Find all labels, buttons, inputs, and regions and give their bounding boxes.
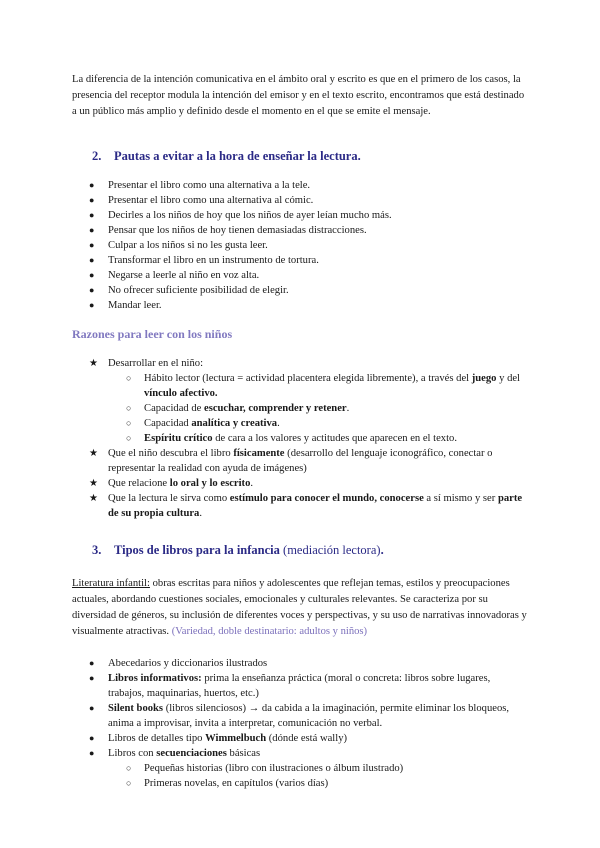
list-item: ● Silent books (libros silenciosos) → da cabida a la imaginación, permite eliminar los bloqueos, anima a improvisar, invita a interpretar, comunicación no verbal. — [89, 703, 510, 729]
list-item: ○ Capacidad analítica y creativa. — [126, 418, 280, 429]
circle-icon: ○ — [126, 763, 132, 773]
list-item: ★ Desarrollar en el niño: ○ Hábito lector (lectura = actividad placentera elegida libremente), a través del juego y del vínculo afectivo. ○ Capacidad de escuchar, comprender y retener. ○ Capacidad analítica y creativa. ○ Espíritu crítico de cara a los valores y actitudes que aparecen en el texto. — [108, 356, 528, 446]
list-item: ● Transformar el libro en un instrumento de tortura. — [89, 255, 319, 266]
tipos-sublist — [108, 761, 528, 791]
bullet-icon: ● — [89, 195, 95, 205]
list-item: ● Decirles a los niños de hoy que los niños de ayer leían mucho más. — [89, 210, 392, 221]
list-item: ● Pensar que los niños de hoy tienen demasiadas distracciones. — [89, 225, 367, 236]
list-item: ● Abecedarios y diccionarios ilustrados — [89, 658, 268, 669]
razones-list — [89, 356, 528, 521]
bullet-icon: ● — [89, 703, 95, 713]
bullet-icon: ● — [89, 270, 95, 280]
razones-sublist — [108, 371, 528, 446]
bullet-icon: ● — [89, 210, 95, 220]
list-item: ○ Pequeñas historias (libro con ilustraciones o álbum ilustrado) — [126, 763, 404, 774]
circle-icon: ○ — [126, 778, 132, 788]
section-2-title: Pautas a evitar a la hora de enseñar la lectura. — [114, 149, 361, 163]
section-2-heading — [92, 148, 361, 164]
bullet-icon: ● — [89, 658, 95, 668]
section-2-number: 2. — [92, 149, 102, 163]
bullet-icon: ● — [89, 225, 95, 235]
list-item: ● Culpar a los niños si no les gusta leer. — [89, 240, 268, 251]
section-3-heading: 3. Tipos de libros para la infancia (mediación lectora). — [92, 543, 384, 557]
list-item: ○ Capacidad de escuchar, comprender y retener. — [126, 403, 350, 414]
circle-icon: ○ — [126, 403, 132, 413]
circle-icon: ○ — [126, 433, 132, 443]
bullet-icon: ● — [89, 180, 95, 190]
circle-icon: ○ — [126, 373, 132, 383]
bullet-icon: ● — [89, 673, 95, 683]
intro-paragraph: La diferencia de la intención comunicativa en el ámbito oral y escrito es que en el primero de los casos, la presencia del receptor modula la intención del emisor y en el texto escrito, encontramos que está destinado a un público más amplio y definido desde el momento en el que se emite el mensaje. — [72, 74, 525, 117]
bullet-icon: ● — [89, 285, 95, 295]
list-item: ○ Espíritu crítico de cara a los valores y actitudes que aparecen en el texto. — [126, 433, 457, 444]
bullet-icon: ● — [89, 748, 95, 758]
list-item: ○ Primeras novelas, en capítulos (varios días) — [126, 778, 329, 789]
list-item: ★ Que el niño descubra el libro físicamente (desarrollo del lenguaje iconográfico, conectar o representar la realidad con ayuda de imágenes) — [89, 448, 493, 474]
bullet-icon: ● — [89, 300, 95, 310]
list-item: ★ Que relacione lo oral y lo escrito. — [89, 478, 254, 489]
star-icon: ★ — [89, 493, 98, 504]
list-item: ● Mandar leer. — [89, 300, 162, 311]
list-item: ● Libros de detalles tipo Wimmelbuch (dónde está wally) — [89, 733, 348, 744]
razones-heading: Razones para leer con los niños — [72, 327, 233, 341]
list-item: ● Presentar el libro como una alternativa a la tele. — [89, 180, 311, 191]
pautas-list — [89, 178, 528, 313]
star-icon: ★ — [89, 358, 98, 369]
star-icon: ★ — [89, 478, 98, 489]
section-3-subtitle: (mediación lectora) — [279, 543, 381, 557]
list-item: ● Negarse a leerle al niño en voz alta. — [89, 270, 260, 281]
list-item: ★ Que la lectura le sirva como estímulo para conocer el mundo, conocerse a sí mismo y ser parte de su propia cultura. — [89, 493, 523, 519]
star-icon: ★ — [89, 448, 98, 459]
section-3-title: Tipos de libros para la infancia — [114, 543, 280, 557]
list-item: ● Libros informativos: prima la enseñanza práctica (moral o concreta: libros sobre lugares, trabajos, maquinarias, huertos, etc.) — [89, 673, 491, 699]
bullet-icon: ● — [89, 733, 95, 743]
bullet-icon: ● — [89, 255, 95, 265]
list-item: ○ Hábito lector (lectura = actividad placentera elegida libremente), a través del juego y del vínculo afectivo. — [126, 373, 521, 399]
literatura-note: (Variedad, doble destinatario: adultos y niños) — [171, 626, 368, 637]
list-item: ● Presentar el libro como una alternativa al cómic. — [89, 195, 314, 206]
literatura-paragraph: Literatura infantil: obras escritas para niños y adolescentes que reflejan temas, estilos y preocupaciones actuales, abordando cuestiones sociales, emocionales y culturales relevantes. Se caracteriza por su diversidad de géneros, su inclusión de diferentes voces y perspectivas, y su uso de narrativas innovadoras y visualmente atractivas. (Variedad, doble destinatario: adultos y niños) — [72, 578, 527, 637]
bullet-icon: ● — [89, 240, 95, 250]
tipos-list — [89, 656, 528, 791]
circle-icon: ○ — [126, 418, 132, 428]
list-item: ● Libros con secuenciaciones básicas ○ Pequeñas historias (libro con ilustraciones o álbum ilustrado) ○ Primeras novelas, en capítulos (varios días) — [108, 746, 528, 791]
list-item: ● No ofrecer suficiente posibilidad de elegir. — [89, 285, 289, 296]
section-3-number: 3. — [92, 543, 102, 557]
literatura-label: Literatura infantil: — [72, 578, 150, 589]
